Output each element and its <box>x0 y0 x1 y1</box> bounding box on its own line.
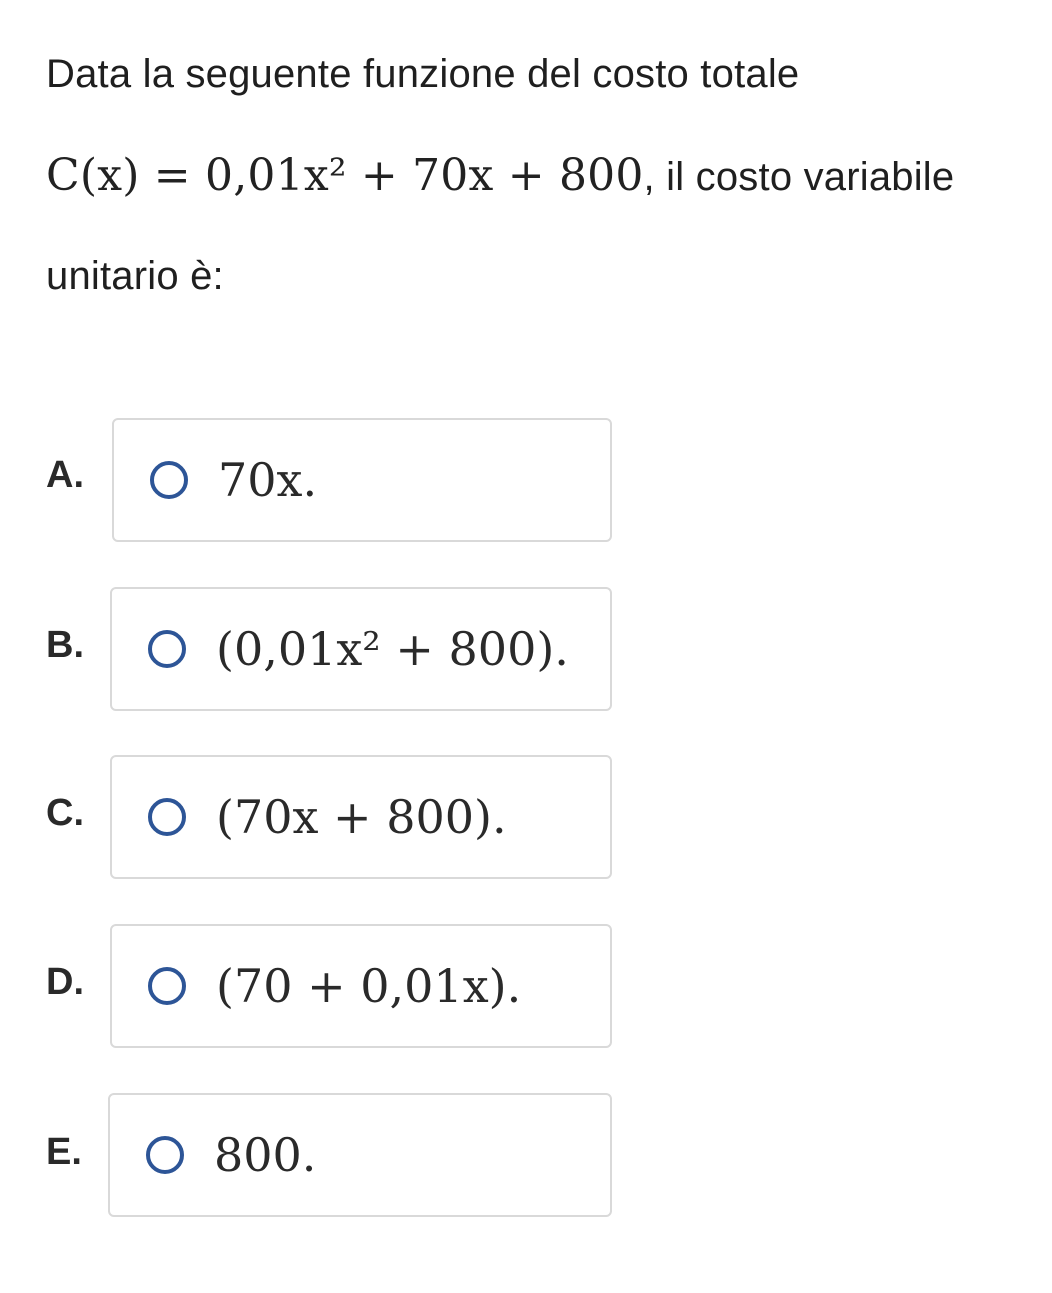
question-line-2 <box>46 150 954 201</box>
option-e[interactable] <box>108 1093 612 1217</box>
radio-button-icon[interactable] <box>148 630 186 668</box>
option-e-text: 800. <box>214 1128 317 1182</box>
radio-button-icon[interactable] <box>150 461 188 499</box>
option-a[interactable] <box>112 418 612 542</box>
radio-button-icon[interactable] <box>146 1136 184 1174</box>
option-b-text: (0,01x² + 800). <box>216 622 569 676</box>
option-a-text: 70x. <box>218 453 318 507</box>
option-letter-c: C. <box>46 792 84 834</box>
question-line-3: unitario è: <box>46 254 224 298</box>
option-c[interactable] <box>110 755 612 879</box>
option-d-text: (70 + 0,01x). <box>216 959 522 1013</box>
radio-button-icon[interactable] <box>148 798 186 836</box>
option-letter-e: E. <box>46 1131 82 1173</box>
question-line-1: Data la seguente funzione del costo totale <box>46 52 800 96</box>
cost-function-formula: C(x) = 0,01x² + 70x + 800 <box>46 150 644 201</box>
option-letter-b: B. <box>46 624 84 666</box>
option-letter-d: D. <box>46 961 84 1003</box>
radio-button-icon[interactable] <box>148 967 186 1005</box>
option-c-text: (70x + 800). <box>216 790 507 844</box>
option-d[interactable] <box>110 924 612 1048</box>
question-line-2-suffix: , il costo variabile <box>643 155 955 199</box>
option-letter-a: A. <box>46 454 84 496</box>
option-b[interactable] <box>110 587 612 711</box>
